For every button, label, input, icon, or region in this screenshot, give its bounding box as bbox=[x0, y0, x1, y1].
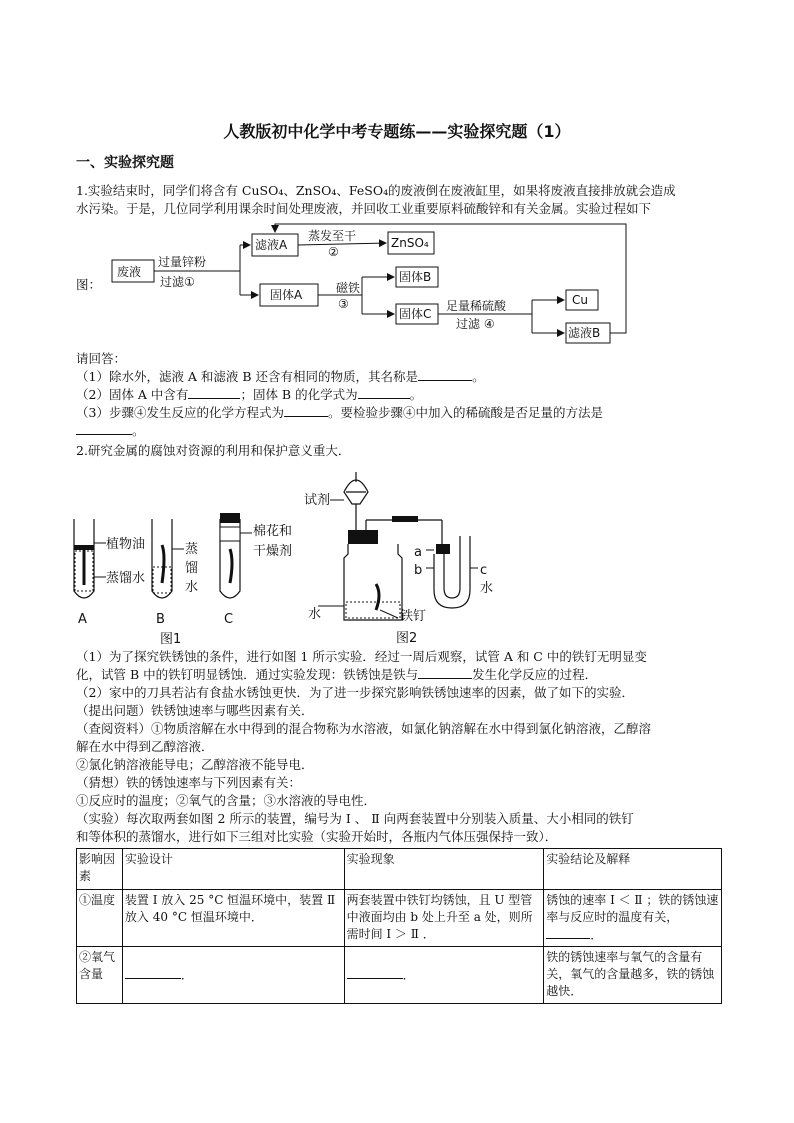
figure-2-apparatus bbox=[300, 458, 540, 648]
vegetable-oil-label: 植物油 bbox=[106, 537, 146, 552]
q2-line-9: ①反应时的温度；②氧气的含量；③水溶液的导电性． bbox=[76, 793, 377, 808]
distilled-water-b-label-3: 水 bbox=[185, 580, 199, 595]
q1-part-3-cont bbox=[76, 422, 145, 440]
header-phenomenon: 实验现象 bbox=[344, 849, 544, 890]
q2-line-3: （2）家中的刀具若沾有食盐水锈蚀更快．为了进一步探究影响铁锈蚀速率的因素，做了如下的实验． bbox=[76, 685, 634, 700]
design-end: ． bbox=[180, 968, 193, 982]
reagent-label: 试剂 bbox=[304, 493, 331, 508]
answer-blank[interactable] bbox=[358, 386, 410, 399]
q2-line-8: （猜想）铁的锈蚀速率与下列因素有关： bbox=[76, 775, 302, 790]
step2-operation-label: 蒸发至干 bbox=[308, 229, 357, 243]
factor-cell: ②氧气含量 bbox=[77, 947, 123, 1004]
filtrate-b-label: 滤液B bbox=[568, 326, 601, 340]
experiment-table bbox=[76, 848, 722, 1004]
q2-line-2-text-a: 化，试管 B 中的铁钉明显锈蚀．通过实验发现：铁锈蚀是铁与 bbox=[76, 667, 419, 682]
answer-blank[interactable] bbox=[188, 386, 240, 399]
step2-number-label: ② bbox=[328, 245, 339, 259]
q1-part-3-text-a: （3）步骤④发生反应的化学方程式为 bbox=[76, 405, 284, 420]
mark-b-label: b bbox=[414, 563, 423, 578]
q1-ask: 请回答： bbox=[76, 351, 127, 366]
q2-line-2 bbox=[76, 666, 597, 684]
mark-c-label: c bbox=[480, 563, 488, 578]
filtrate-a-label: 滤液A bbox=[255, 238, 288, 252]
waste-label: 废液 bbox=[117, 265, 142, 279]
step1-operation-label: 过滤① bbox=[160, 275, 195, 289]
distilled-water-b-label-2: 馏 bbox=[185, 561, 199, 576]
q2-line-2-text-b: 发生化学反应的过程． bbox=[472, 667, 598, 682]
q1-part-1 bbox=[76, 368, 485, 386]
q2-line-7: ②氯化钠溶液能导电；乙醇溶液不能导电． bbox=[76, 757, 314, 772]
table-row bbox=[77, 890, 722, 947]
header-factor: 影响因素 bbox=[77, 849, 123, 890]
q1-part-3-text-b: 。要检验步骤④中加入的稀硫酸是否足量的方法是 bbox=[327, 405, 603, 420]
step1-reagent-label: 过量锌粉 bbox=[158, 255, 207, 269]
factor-cell: ①温度 bbox=[77, 890, 123, 947]
table-row bbox=[77, 947, 722, 1004]
left-water-label: 水 bbox=[308, 607, 322, 622]
q2-line-6: 解在水中得到乙醇溶液． bbox=[76, 739, 214, 754]
answer-blank[interactable] bbox=[546, 926, 590, 939]
answer-blank[interactable] bbox=[418, 666, 472, 679]
conclusion-cell bbox=[544, 890, 722, 947]
tube-c-label: C bbox=[224, 612, 234, 627]
q1-intro-line-1: 1.实验结束时，同学们将含有 CuSO₄、ZnSO₄、FeSO₄的废液倒在废液缸里，如果将废液直接排放就会造成 bbox=[76, 183, 676, 198]
solid-b-label: 固体B bbox=[399, 270, 432, 284]
znso4-label: ZnSO₄ bbox=[391, 236, 429, 250]
cotton-desiccant-label-1: 棉花和 bbox=[253, 524, 293, 539]
answer-blank[interactable] bbox=[284, 404, 328, 417]
answer-blank[interactable] bbox=[418, 368, 472, 381]
step4-reagent-label: 足量稀硫酸 bbox=[446, 299, 507, 313]
q1-part-2-text-b: ；固体 B 的化学式为 bbox=[240, 387, 358, 402]
q2-line-1: （1）为了探究铁锈蚀的条件，进行如图 1 所示实验．经过一周后观察，试管 A 和 C 中的铁钉无明显变 bbox=[76, 649, 647, 664]
design-cell bbox=[122, 947, 344, 1004]
design-cell: 装置 Ⅰ 放入 25 °C 恒温环境中，装置 Ⅱ 放入 40 °C 恒温环境中． bbox=[122, 890, 344, 947]
q1-intro-line-3: 图： bbox=[76, 277, 102, 292]
q1-intro-line-2: 水污染。于是，几位同学利用课余时间处理废液，并回收工业重要原料硫酸锌和有关金属。实验过程如下 bbox=[76, 201, 652, 216]
distilled-water-b-label-1: 蒸 bbox=[185, 542, 199, 557]
conclusion-text: 锈蚀的速率 Ⅰ ＜ Ⅱ ；铁的锈蚀速率与反应时的温度有关， bbox=[546, 893, 719, 924]
solid-c-label: 固体C bbox=[399, 307, 432, 321]
phenomenon-cell: 两套装置中铁钉均锈蚀，且 U 型管中液面均由 b 处上升至 a 处，则所需时间 Ⅰ ＞ Ⅱ ． bbox=[344, 890, 544, 947]
q1-part-2-end: 。 bbox=[409, 387, 423, 402]
cotton-desiccant-label-2: 干燥剂 bbox=[253, 544, 293, 559]
q1-part-3-end: 。 bbox=[132, 423, 145, 438]
q1-part-3 bbox=[76, 404, 603, 422]
step3-tool-label: 磁铁 bbox=[336, 281, 361, 295]
mark-a-label: a bbox=[414, 545, 422, 560]
page-title: 人教版初中化学中考专题练——实验探究题（1） bbox=[223, 122, 571, 141]
solid-a-label: 固体A bbox=[270, 288, 303, 302]
tube-a-label: A bbox=[78, 612, 87, 627]
header-design: 实验设计 bbox=[122, 849, 344, 890]
waste-treatment-flow-diagram bbox=[100, 218, 640, 346]
step4-operation-label: 过滤 ④ bbox=[456, 317, 495, 331]
q1-part-1-end: 。 bbox=[472, 369, 485, 384]
q2-line-4: （提出问题）铁锈蚀速率与哪些因素有关． bbox=[76, 703, 314, 718]
table-header-row bbox=[77, 849, 722, 890]
conclusion-end: ． bbox=[590, 928, 603, 942]
answer-blank[interactable] bbox=[125, 966, 181, 979]
q1-part-2 bbox=[76, 386, 422, 404]
step3-number-label: ③ bbox=[338, 297, 349, 311]
cu-label: Cu bbox=[572, 293, 588, 307]
phenomenon-end: ． bbox=[402, 968, 415, 982]
iron-nail-label: 铁钉 bbox=[400, 609, 427, 624]
right-water-label: 水 bbox=[480, 581, 494, 596]
distilled-water-label: 蒸馏水 bbox=[106, 571, 146, 586]
answer-blank[interactable] bbox=[76, 422, 132, 435]
answer-blank[interactable] bbox=[347, 966, 403, 979]
section-heading: 一、实验探究题 bbox=[76, 155, 174, 171]
tube-b-label: B bbox=[156, 612, 165, 627]
q2-line-10: （实验）每次取两套如图 2 所示的装置，编号为 Ⅰ 、 Ⅱ 向两套装置中分别装入质量、大小相同的铁钉 bbox=[76, 811, 634, 826]
q2-line-5: （查阅资料）①物质溶解在水中得到的混合物称为水溶液，如氯化钠溶解在水中得到氯化钠溶液，乙醇溶 bbox=[76, 721, 652, 736]
q2-line-11: 和等体积的蒸馏水，进行如下三组对比实验（实验开始时，各瓶内气体压强保持一致）． bbox=[76, 829, 558, 844]
q1-part-2-text-a: （2）固体 A 中含有 bbox=[76, 387, 189, 402]
figure-2-caption: 图2 bbox=[396, 631, 418, 646]
q2-intro: 2.研究金属的腐蚀对资源的利用和保护意义重大． bbox=[76, 443, 351, 458]
conclusion-cell: 铁的锈蚀速率与氧气的含量有关，氧气的含量越多，铁的锈蚀越快． bbox=[544, 947, 722, 1004]
header-conclusion: 实验结论及解释 bbox=[544, 849, 722, 890]
q1-part-1-text: （1）除水外，滤液 A 和滤液 B 还含有相同的物质，其名称是 bbox=[76, 369, 419, 384]
figure-1-test-tubes bbox=[64, 505, 314, 645]
figure-1-caption: 图1 bbox=[160, 632, 182, 645]
phenomenon-cell bbox=[344, 947, 544, 1004]
